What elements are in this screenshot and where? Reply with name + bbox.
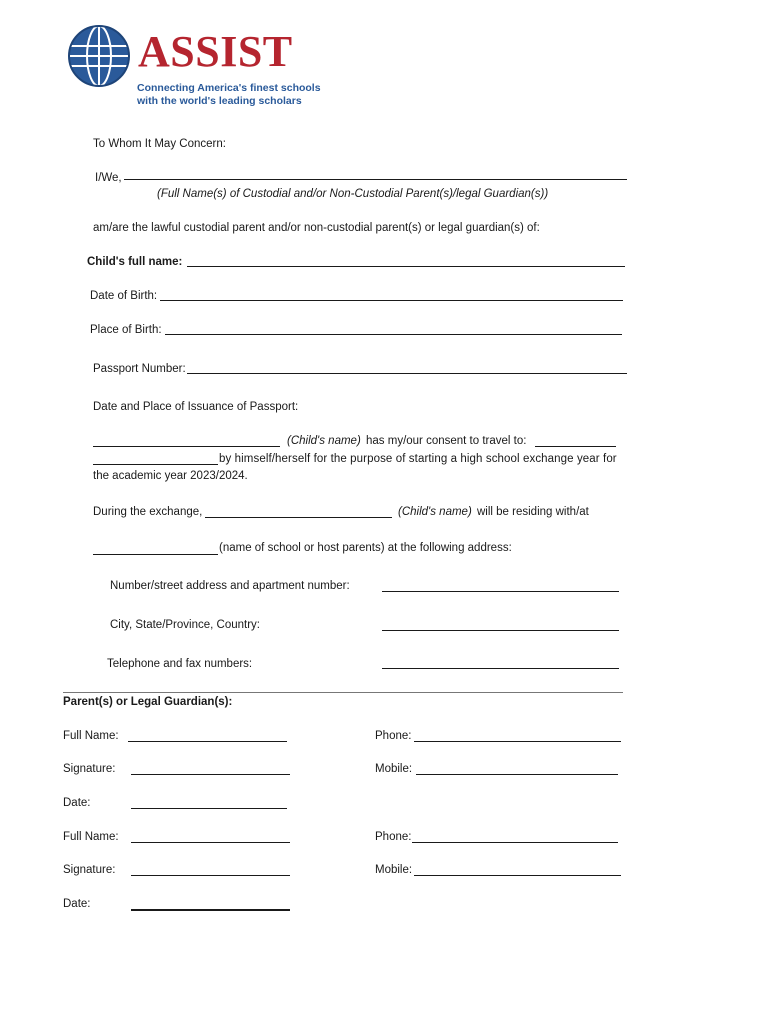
guardian1-mobile-field[interactable]	[416, 774, 618, 775]
iwe-label: I/We,	[95, 172, 122, 184]
guardian2-signature-field[interactable]	[131, 875, 290, 876]
consent-destination-field[interactable]	[535, 446, 616, 447]
guardian2-phone-field[interactable]	[412, 842, 618, 843]
iwe-name-field[interactable]	[124, 179, 627, 180]
school-host-text: (name of school or host parents) at the following address:	[219, 542, 512, 554]
guardian2-full-name-field[interactable]	[131, 842, 290, 843]
consent-destination-field-2[interactable]	[93, 464, 218, 465]
am-are-statement: am/are the lawful custodial parent and/or non-custodial parent(s) or legal guardian(s) of:	[93, 222, 540, 234]
pob-field[interactable]	[165, 334, 622, 335]
during-label: During the exchange,	[93, 506, 203, 518]
salutation: To Whom It May Concern:	[93, 138, 226, 150]
iwe-caption: (Full Name(s) of Custodial and/or Non-Custodial Parent(s)/legal Guardian(s))	[157, 188, 549, 200]
phone-fax-label: Telephone and fax numbers:	[107, 658, 253, 670]
during-childs-name-caption: (Child's name)	[398, 506, 472, 518]
pob-label: Place of Birth:	[90, 324, 162, 336]
guardian1-signature-field[interactable]	[131, 774, 290, 775]
during-child-name-field[interactable]	[205, 517, 392, 518]
dob-field[interactable]	[160, 300, 623, 301]
guardian1-phone-field[interactable]	[414, 741, 621, 742]
guardian2-full-name-label: Full Name:	[63, 831, 119, 843]
consent-line-2: by himself/herself for the purpose of starting a high school exchange year for	[219, 453, 617, 465]
brand-name: ASSIST	[138, 27, 293, 76]
city-label: City, State/Province, Country:	[110, 619, 260, 631]
guardian2-signature-label: Signature:	[63, 864, 116, 876]
brand-tagline-2: with the world's leading scholars	[137, 95, 302, 107]
consent-line-3: the academic year 2023/2024.	[93, 470, 248, 482]
phone-fax-field[interactable]	[382, 668, 619, 669]
brand-tagline-1: Connecting America's finest schools	[137, 82, 321, 94]
dob-label: Date of Birth:	[90, 290, 158, 302]
guardian1-date-field[interactable]	[131, 808, 287, 809]
passport-issuance-label: Date and Place of Issuance of Passport:	[93, 401, 299, 413]
school-host-field[interactable]	[93, 554, 218, 555]
consent-child-name-field[interactable]	[93, 446, 280, 447]
passport-field[interactable]	[187, 373, 627, 374]
address-field[interactable]	[382, 591, 619, 592]
city-field[interactable]	[382, 630, 619, 631]
guardian2-mobile-field[interactable]	[414, 875, 621, 876]
guardian1-full-name-field[interactable]	[128, 741, 287, 742]
consent-text: has my/our consent to travel to:	[366, 435, 527, 447]
childs-full-name-field[interactable]	[187, 266, 625, 267]
globe-icon	[67, 24, 131, 88]
guardian2-phone-label: Phone:	[375, 831, 412, 843]
passport-label: Passport Number:	[93, 363, 186, 375]
address-label: Number/street address and apartment number:	[110, 580, 350, 592]
guardian1-signature-label: Signature:	[63, 763, 116, 775]
guardian2-mobile-label: Mobile:	[375, 864, 413, 876]
guardian1-phone-label: Phone:	[375, 730, 412, 742]
residing-text: will be residing with/at	[477, 506, 589, 518]
guardian1-date-label: Date:	[63, 797, 91, 809]
guardian2-date-field[interactable]	[131, 909, 290, 911]
consent-childs-name-caption: (Child's name)	[287, 435, 361, 447]
guardian1-mobile-label: Mobile:	[375, 763, 413, 775]
childs-full-name-label: Child's full name:	[87, 256, 183, 268]
guardian2-date-label: Date:	[63, 898, 91, 910]
guardians-heading: Parent(s) or Legal Guardian(s):	[63, 696, 233, 708]
section-divider	[63, 692, 623, 693]
guardian1-full-name-label: Full Name:	[63, 730, 119, 742]
